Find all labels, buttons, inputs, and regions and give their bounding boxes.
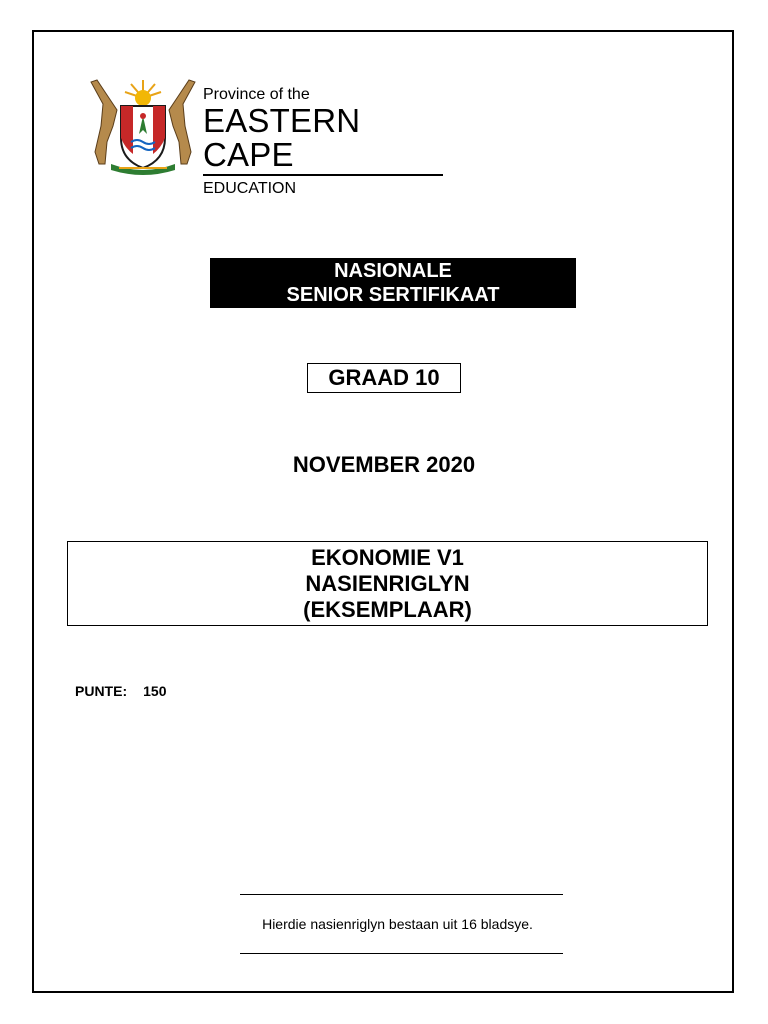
exam-date: NOVEMBER 2020 — [292, 452, 476, 477]
certificate-banner — [210, 258, 576, 308]
banner-line-1: NASIONALE — [334, 260, 452, 282]
page-count-note: Hierdie nasienriglyn bestaan uit 16 bladsye. — [262, 916, 533, 932]
banner-line-2: SENIOR SERTIFIKAAT — [286, 284, 500, 306]
logo-education-text: EDUCATION — [203, 180, 297, 197]
subject-line-3: (EKSEMPLAAR) — [303, 596, 472, 622]
subject-box — [67, 541, 708, 626]
subject-line-2: NASIENRIGLYN — [305, 570, 470, 596]
eastern-cape-logo — [83, 76, 453, 197]
logo-eastern-cape-text: EASTERN CAPE — [203, 102, 361, 173]
coat-of-arms-icon — [83, 76, 203, 176]
subject-line-1: EKONOMIE V1 — [311, 544, 464, 570]
logo-divider — [203, 174, 443, 176]
grade-box: GRAAD 10 — [307, 363, 461, 393]
logo-text — [203, 86, 453, 198]
logo-province-text: Province of the — [203, 86, 310, 103]
footer-rule-bottom — [240, 953, 563, 954]
marks-info — [75, 683, 166, 699]
marks-value: 150 — [143, 683, 167, 699]
footer-rule-top — [240, 894, 563, 895]
marks-label: PUNTE: — [75, 683, 128, 699]
